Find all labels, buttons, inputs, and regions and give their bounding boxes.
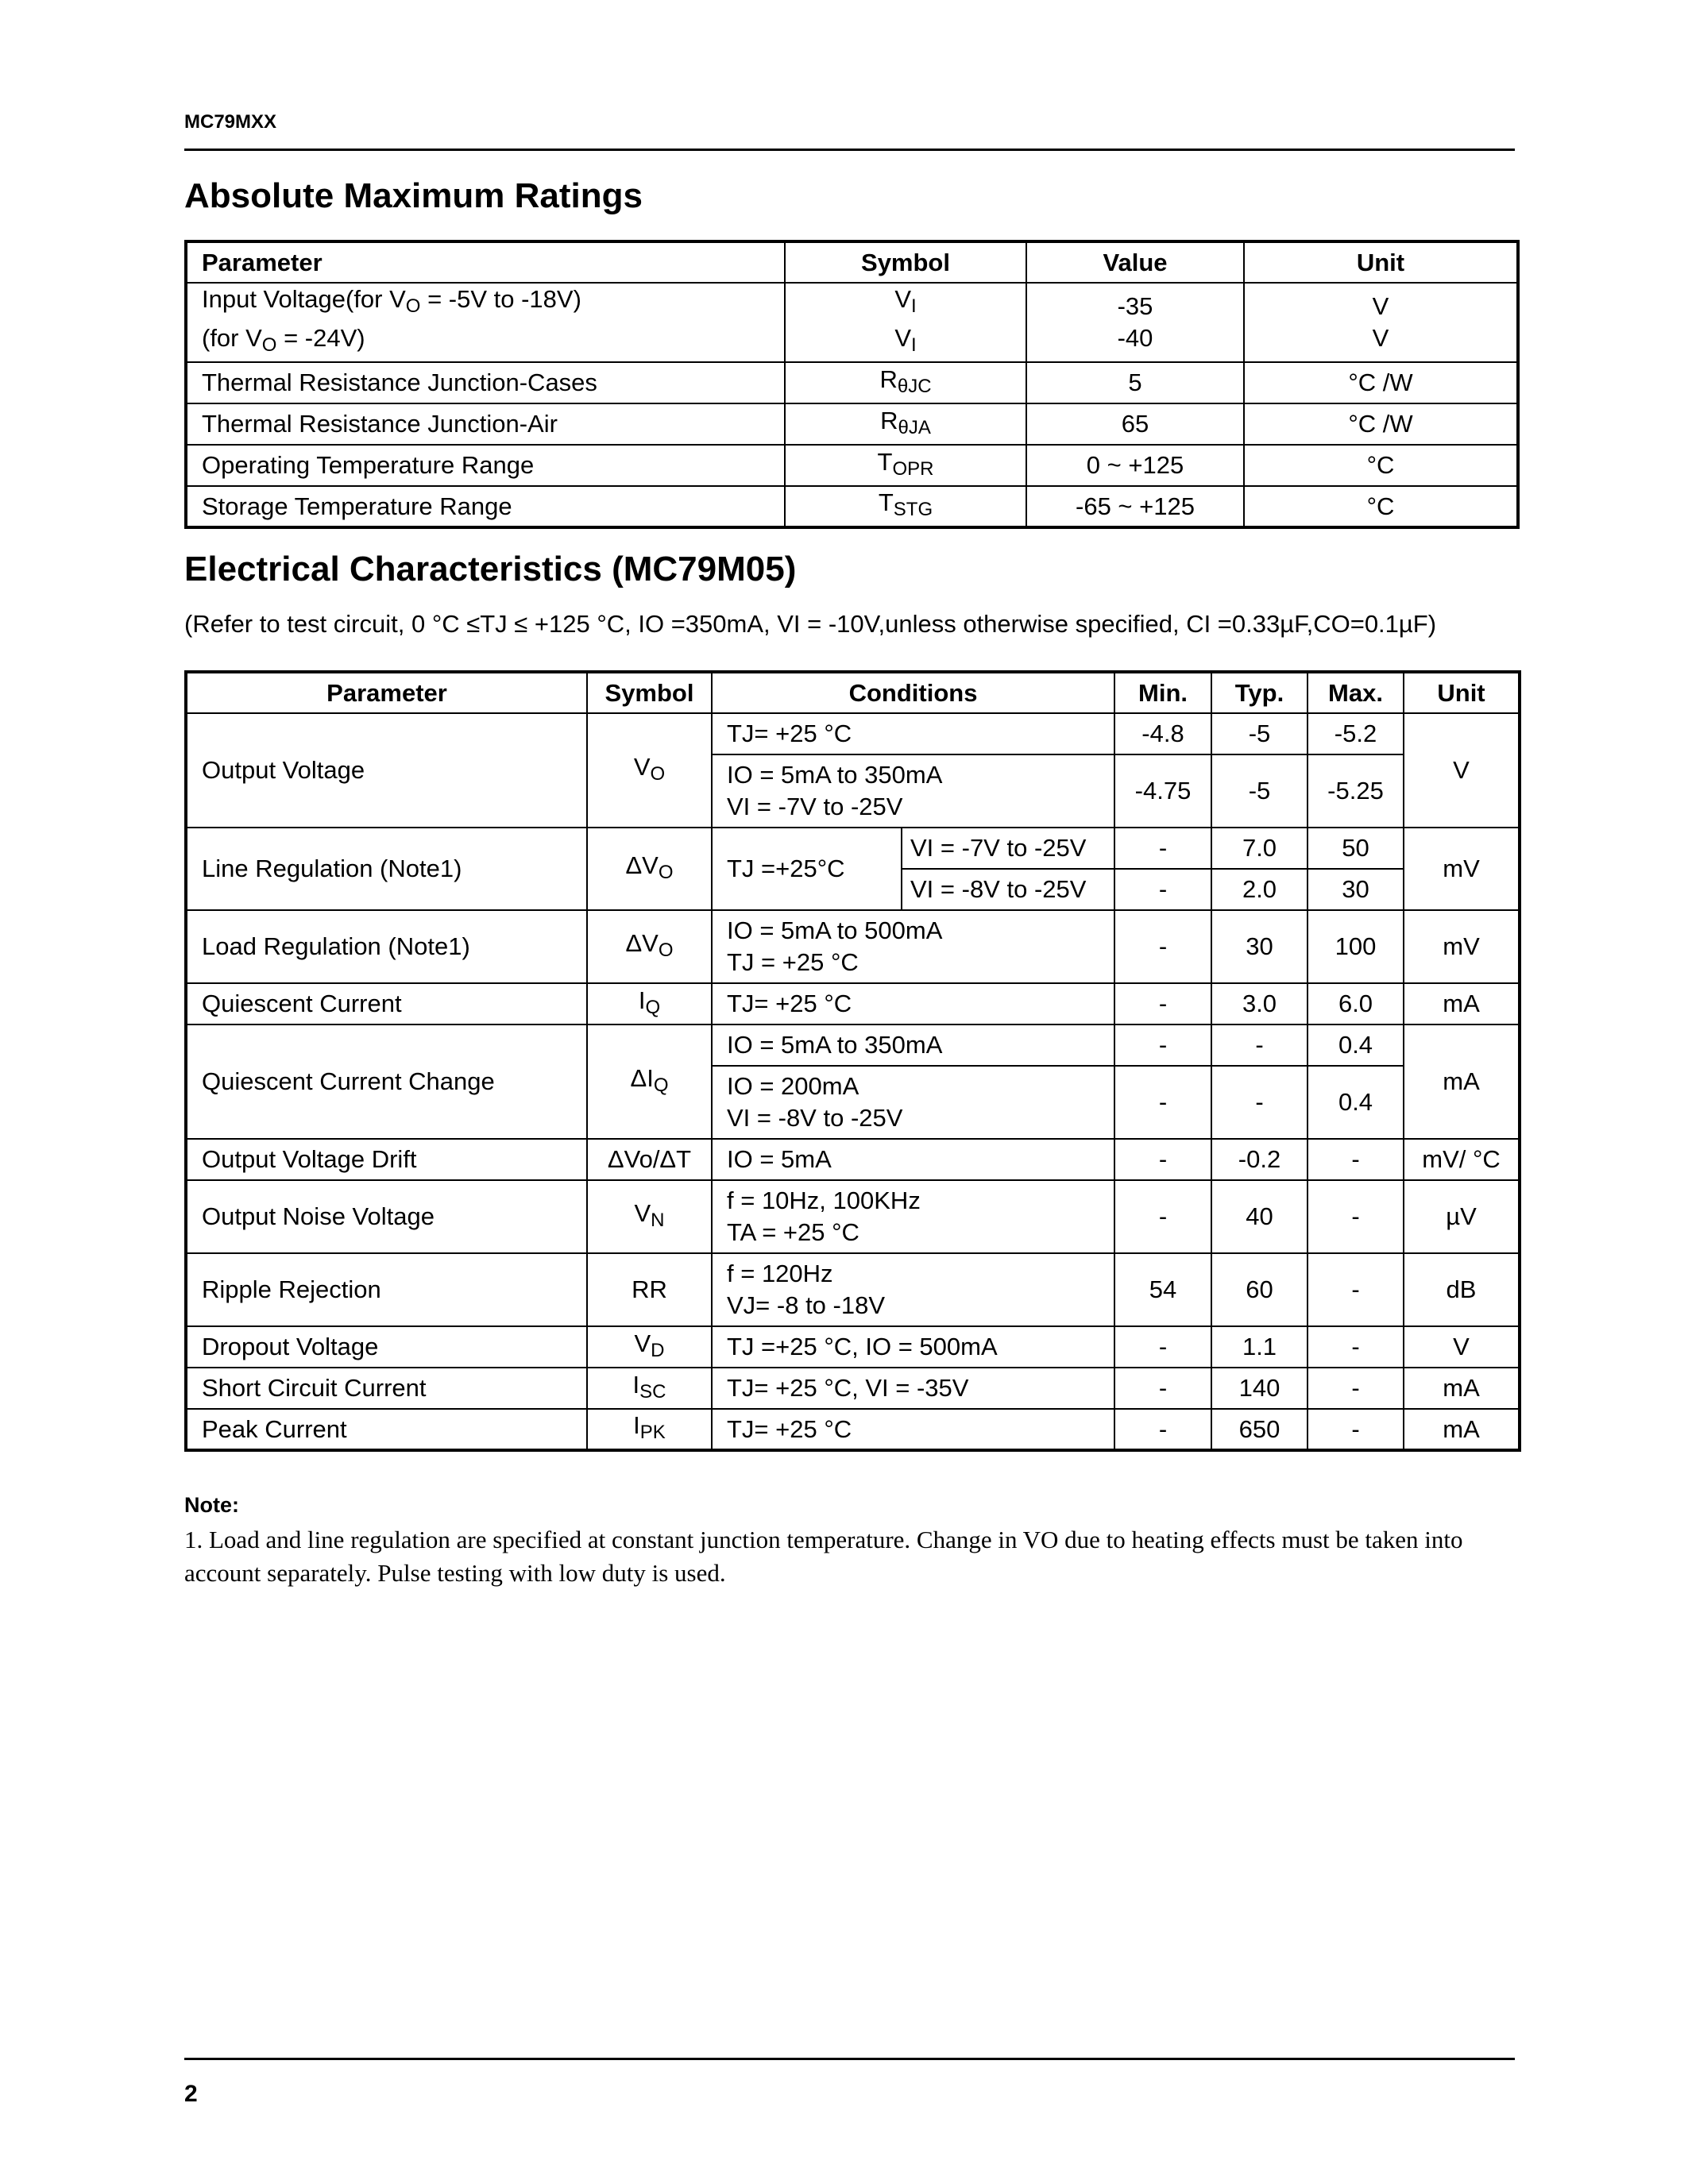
table-row <box>186 1409 1520 1450</box>
table-row <box>186 445 1518 486</box>
min-value: 54 <box>1114 1253 1211 1326</box>
min-value: - <box>1114 869 1211 910</box>
max-value: - <box>1308 1180 1404 1253</box>
typ-value: 140 <box>1211 1368 1308 1409</box>
value: 5 <box>1026 362 1244 403</box>
symbol: $R_{\theta JA}$ <box>785 403 1026 445</box>
param-input-voltage-2: (for $V_O = -24V$) <box>202 324 365 356</box>
unit: °C /W <box>1244 403 1518 445</box>
unit: µV <box>1404 1180 1520 1253</box>
max-value: 50 <box>1308 828 1404 869</box>
parameter: Quiescent Current <box>186 983 587 1024</box>
typ-value: 3.0 <box>1211 983 1308 1024</box>
min-value: - <box>1114 1066 1211 1139</box>
condition: f = 120Hz VJ= -8 to -18V <box>712 1253 1114 1326</box>
parameter: Operating Temperature Range <box>186 445 785 486</box>
symbol: $I_{SC}$ <box>587 1368 712 1409</box>
table-row <box>186 1326 1520 1368</box>
table-row <box>186 403 1518 445</box>
condition: IO = 5mA <box>712 1139 1114 1180</box>
typ-value: 7.0 <box>1211 828 1308 869</box>
table-row <box>186 828 1520 869</box>
parameter: Quiescent Current Change <box>186 1024 587 1139</box>
min-value: -4.75 <box>1114 754 1211 828</box>
typ-value: -0.2 <box>1211 1139 1308 1180</box>
abs-max-header-value: Value <box>1026 241 1244 283</box>
value: -65 ~ +125 <box>1026 486 1244 527</box>
abs-max-header-parameter: Parameter <box>186 241 785 283</box>
elec-header-unit: Unit <box>1404 672 1520 713</box>
min-value: -4.8 <box>1114 713 1211 754</box>
abs-max-table <box>184 240 1520 529</box>
elec-header-max: Max. <box>1308 672 1404 713</box>
symbol: $V_O$ <box>587 713 712 828</box>
unit: V <box>1404 1326 1520 1368</box>
symbol: $I_{PK}$ <box>587 1409 712 1450</box>
typ-value: 650 <box>1211 1409 1308 1450</box>
symbol: ΔVo/ΔT <box>587 1139 712 1180</box>
min-value: - <box>1114 1409 1211 1450</box>
unit: °C <box>1244 486 1518 527</box>
symbol: $V_N$ <box>587 1180 712 1253</box>
symbol: $I_Q$ <box>587 983 712 1024</box>
max-value: - <box>1308 1409 1404 1450</box>
parameter: Load Regulation (Note1) <box>186 910 587 983</box>
parameter: Storage Temperature Range <box>186 486 785 527</box>
unit: mA <box>1404 1368 1520 1409</box>
page-number: 2 <box>184 2081 198 2107</box>
abs-max-header-symbol: Symbol <box>785 241 1026 283</box>
elec-header-min: Min. <box>1114 672 1211 713</box>
max-value: 30 <box>1308 869 1404 910</box>
table-row <box>186 1368 1520 1409</box>
condition: IO = 5mA to 350mA <box>712 1024 1114 1066</box>
condition: TJ= +25 °C <box>712 713 1114 754</box>
typ-value: 2.0 <box>1211 869 1308 910</box>
value: 0 ~ +125 <box>1026 445 1244 486</box>
unit: °C /W <box>1244 362 1518 403</box>
table-row <box>186 283 1518 362</box>
max-value: - <box>1308 1253 1404 1326</box>
min-value: - <box>1114 1180 1211 1253</box>
table-row <box>186 713 1520 754</box>
sub-condition: VI = -7V to -25V <box>902 828 1114 869</box>
symbol: $\Delta I_Q$ <box>587 1024 712 1139</box>
parameter: Peak Current <box>186 1409 587 1450</box>
parameter: Dropout Voltage <box>186 1326 587 1368</box>
min-value: - <box>1114 1024 1211 1066</box>
condition: IO = 200mA VI = -8V to -25V <box>712 1066 1114 1139</box>
symbol: $\Delta V_O$ <box>587 910 712 983</box>
table-row <box>186 1180 1520 1253</box>
param-input-voltage-1: Input Voltage(for $V_O = -5V$ to -18V) <box>202 285 581 317</box>
condition: TJ= +25 °C <box>712 1409 1114 1450</box>
typ-value: 60 <box>1211 1253 1308 1326</box>
max-value: - <box>1308 1368 1404 1409</box>
unit: °C <box>1244 445 1518 486</box>
elec-char-title: Electrical Characteristics (MC79M05) <box>184 550 797 588</box>
condition: IO = 5mA to 500mA TJ = +25 °C <box>712 910 1114 983</box>
unit: mA <box>1404 983 1520 1024</box>
symbol: $V_I$ <box>894 285 917 317</box>
min-value: - <box>1114 910 1211 983</box>
max-value: 100 <box>1308 910 1404 983</box>
typ-value: 30 <box>1211 910 1308 983</box>
min-value: - <box>1114 1368 1211 1409</box>
min-value: - <box>1114 1139 1211 1180</box>
table-row <box>186 910 1520 983</box>
symbol: $T_{STG}$ <box>785 486 1026 527</box>
typ-value: - <box>1211 1024 1308 1066</box>
symbol: $R_{\theta JC}$ <box>785 362 1026 403</box>
elec-char-table <box>184 670 1521 1452</box>
elec-header-symbol: Symbol <box>587 672 712 713</box>
condition: IO = 5mA to 350mA VI = -7V to -25V <box>712 754 1114 828</box>
symbol: RR <box>587 1253 712 1326</box>
unit: V <box>1372 292 1389 320</box>
symbol: $T_{OPR}$ <box>785 445 1026 486</box>
min-value: - <box>1114 1326 1211 1368</box>
value: 65 <box>1026 403 1244 445</box>
footer-rule <box>184 2058 1515 2060</box>
unit: dB <box>1404 1253 1520 1326</box>
symbol: $V_D$ <box>587 1326 712 1368</box>
table-row <box>186 1253 1520 1326</box>
max-value: -5.2 <box>1308 713 1404 754</box>
parameter: Short Circuit Current <box>186 1368 587 1409</box>
value: -40 <box>1117 324 1153 352</box>
typ-value: -5 <box>1211 754 1308 828</box>
unit: mA <box>1404 1409 1520 1450</box>
parameter: Line Regulation (Note1) <box>186 828 587 910</box>
typ-value: - <box>1211 1066 1308 1139</box>
unit: mV <box>1404 910 1520 983</box>
parameter: Thermal Resistance Junction-Air <box>186 403 785 445</box>
max-value: -5.25 <box>1308 754 1404 828</box>
min-value: - <box>1114 828 1211 869</box>
table-row <box>186 362 1518 403</box>
sub-condition: VI = -8V to -25V <box>902 869 1114 910</box>
abs-max-header-unit: Unit <box>1244 241 1518 283</box>
condition: TJ= +25 °C <box>712 983 1114 1024</box>
typ-value: -5 <box>1211 713 1308 754</box>
elec-header-parameter: Parameter <box>186 672 587 713</box>
max-value: - <box>1308 1326 1404 1368</box>
test-conditions: (Refer to test circuit, 0 °C ≤TJ ≤ +125 °C, IO =350mA, VI = -10V,unless otherwise specified, CI =0.33µF,CO=0.1µF) <box>184 610 1437 638</box>
parameter: Output Voltage Drift <box>186 1139 587 1180</box>
unit: V <box>1372 324 1389 352</box>
unit: mV <box>1404 828 1520 910</box>
abs-max-title: Absolute Maximum Ratings <box>184 176 643 215</box>
min-value: - <box>1114 983 1211 1024</box>
condition: TJ =+25°C <box>712 828 902 910</box>
max-value: 0.4 <box>1308 1066 1404 1139</box>
symbol: $\Delta V_O$ <box>587 828 712 910</box>
typ-value: 40 <box>1211 1180 1308 1253</box>
document-part-number: MC79MXX <box>184 111 277 133</box>
max-value: 0.4 <box>1308 1024 1404 1066</box>
parameter: Output Voltage <box>186 713 587 828</box>
note-text: 1. Load and line regulation are specified at constant junction temperature. Change in VO due to heating effects must be taken into account separately. Pulse testing with low duty is used. <box>184 1526 1463 1587</box>
unit: mV/ °C <box>1404 1139 1520 1180</box>
note-title: Note: <box>184 1493 239 1517</box>
elec-header-typ: Typ. <box>1211 672 1308 713</box>
max-value: 6.0 <box>1308 983 1404 1024</box>
table-row <box>186 1024 1520 1066</box>
unit: mA <box>1404 1024 1520 1139</box>
value: -35 <box>1117 292 1153 320</box>
condition: TJ= +25 °C, VI = -35V <box>712 1368 1114 1409</box>
max-value: - <box>1308 1139 1404 1180</box>
parameter: Output Noise Voltage <box>186 1180 587 1253</box>
elec-header-conditions: Conditions <box>712 672 1114 713</box>
header-rule <box>184 149 1515 151</box>
typ-value: 1.1 <box>1211 1326 1308 1368</box>
parameter: Thermal Resistance Junction-Cases <box>186 362 785 403</box>
table-row <box>186 1139 1520 1180</box>
condition: f = 10Hz, 100KHz TA = +25 °C <box>712 1180 1114 1253</box>
symbol: $V_I$ <box>894 324 917 356</box>
unit: V <box>1404 713 1520 828</box>
table-row <box>186 486 1518 527</box>
condition: TJ =+25 °C, IO = 500mA <box>712 1326 1114 1368</box>
parameter: Ripple Rejection <box>186 1253 587 1326</box>
table-row <box>186 983 1520 1024</box>
